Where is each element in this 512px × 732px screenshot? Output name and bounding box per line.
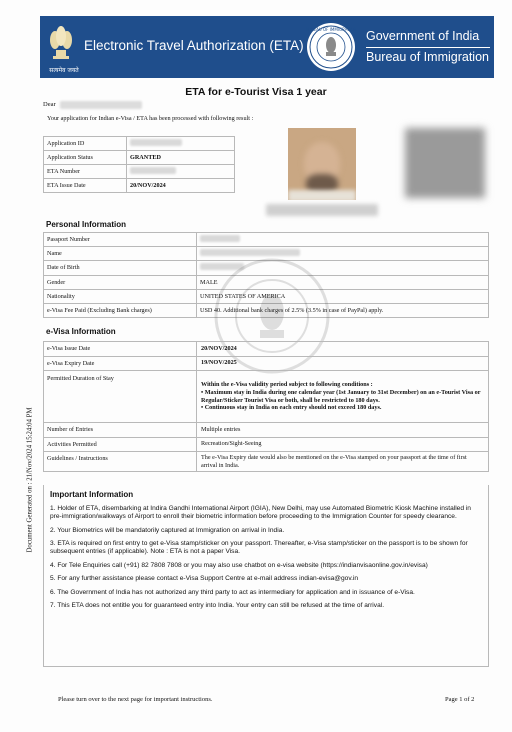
eta-issue-date-label: ETA Issue Date <box>44 179 127 193</box>
header-divider <box>366 47 490 48</box>
duration-label: Permitted Duration of Stay <box>44 371 197 423</box>
fee-value: USD 40. Additional bank charges of 2.5% (3.5% in case of PayPal) apply. <box>197 303 489 317</box>
table-row <box>44 342 489 357</box>
name-value <box>197 247 489 261</box>
eta-issue-date-value: 20/NOV/2024 <box>127 179 235 193</box>
fee-label: e-Visa Fee Paid (Excluding Bank charges) <box>44 303 197 317</box>
banner-title: Electronic Travel Authorization (ETA) <box>84 38 304 53</box>
redacted-name <box>60 101 142 109</box>
guidelines-label: Guidelines / Instructions <box>44 452 197 472</box>
list-item: 2. Your Biometrics will be mandatorily captured at Immigration on arrival in India. <box>50 526 285 534</box>
redacted-value <box>130 167 176 174</box>
list-item: 5. For any further assistance please contact e-Visa Support Centre at e-mail address indian-evisa@gov.in <box>50 575 359 583</box>
table-row <box>44 303 489 317</box>
table-row <box>44 179 235 193</box>
application-status-value: GRANTED <box>127 151 235 165</box>
table-row <box>44 151 235 165</box>
passport-number-label: Passport Number <box>44 233 197 247</box>
name-label: Name <box>44 247 197 261</box>
application-id-value <box>127 137 235 151</box>
gender-label: Gender <box>44 275 197 289</box>
emblem-caption: सत्यमेव जयते <box>49 67 79 74</box>
redacted-value <box>200 249 300 256</box>
redacted-value <box>130 139 182 146</box>
activities-label: Activities Permitted <box>44 437 197 452</box>
footer-instruction: Please turn over to the next page for important instructions. <box>58 696 213 703</box>
table-row <box>44 289 489 303</box>
eta-number-label: ETA Number <box>44 165 127 179</box>
table-row <box>44 137 235 151</box>
qr-code <box>405 128 485 198</box>
evisa-expiry-label: e-Visa Expiry Date <box>44 356 197 371</box>
table-row <box>44 452 489 472</box>
bureau-label: Bureau of Immigration <box>366 50 489 64</box>
result-line: Your application for Indian e-Visa / ETA has been processed with following result : <box>47 115 254 122</box>
activities-value: Recreation/Sight-Seeing <box>197 437 489 452</box>
nationality-value: UNITED STATES OF AMERICA <box>197 289 489 303</box>
dob-label: Date of Birth <box>44 261 197 275</box>
entries-label: Number of Entries <box>44 423 197 438</box>
passport-number-value <box>197 233 489 247</box>
guidelines-value: The e-Visa Expiry date would also be mentioned on the e-Visa stamped on your passport at the time of first arrival in India. <box>197 452 489 472</box>
dob-value <box>197 261 489 275</box>
table-row <box>44 356 489 371</box>
nationality-label: Nationality <box>44 289 197 303</box>
evisa-info-table <box>43 341 489 472</box>
personal-info-table <box>43 232 489 318</box>
table-row <box>44 275 489 289</box>
table-row <box>44 437 489 452</box>
personal-info-heading: Personal Information <box>46 220 127 229</box>
table-row <box>44 423 489 438</box>
bureau-seal-icon <box>306 22 356 72</box>
important-info-heading: Important Information <box>50 490 134 499</box>
list-item: 3. ETA is required on first entry to get e-Visa stamp/sticker on your passport. Thereafter, e-Visa stamp/sticker on the passport is to be shown for subsequent entries (if applicable). Note : ETA is not a paper Visa. <box>50 540 468 556</box>
table-row <box>44 165 235 179</box>
document-generated-stamp: Document Generated on : 21/Nov/2024 15:24:04 PM <box>26 407 34 553</box>
list-item: 1. Holder of ETA, disembarking at Indira Gandhi International Airport (IGIA), New Delhi, may use Automated Biometric Kiosk Machine installed in pre-immigration/walkways of Airport to enroll their biometric information before proceeding to the Immigration Counter for speedy clearance. <box>50 505 471 521</box>
svg-text:BUREAU OF IMMIGRATION: BUREAU OF IMMIGRATION <box>306 27 356 32</box>
gender-value: MALE <box>197 275 489 289</box>
duration-condition-intro: Within the e-Visa validity period subject to following conditions : <box>201 381 373 389</box>
important-info-box <box>43 485 489 667</box>
table-row <box>44 233 489 247</box>
page-number: Page 1 of 2 <box>445 696 475 703</box>
table-row <box>44 261 489 275</box>
list-item: 6. The Government of India has not authorized any third party to act as intermediary for application and in issuance of e-Visa. <box>50 588 415 596</box>
entries-value: Multiple entries <box>197 423 489 438</box>
important-info-list <box>50 505 482 616</box>
evisa-issue-value: 20/NOV/2024 <box>197 342 489 357</box>
evisa-issue-label: e-Visa Issue Date <box>44 342 197 357</box>
government-label: Government of India <box>366 29 480 43</box>
redacted-value <box>200 263 244 270</box>
redacted-value <box>200 235 240 242</box>
list-item: 4. For Tele Enquiries call (+91) 82 7808 7808 or you may also use chatbot on e-visa website (https://indianvisaonline.gov.in/evisa) <box>50 561 428 569</box>
duration-condition-continuous: • Continuous stay in India on each entry should not exceed 180 days. <box>201 404 382 412</box>
header-banner <box>40 16 494 78</box>
document-title: ETA for e-Tourist Visa 1 year <box>185 86 327 98</box>
duration-condition-max: • Maximum stay in India during one calendar year (1st January to 31st December) on an e-Tourist Visa or Regular/Sticker Tourist Visa or both, shall be restricted to 180 days. <box>201 388 481 404</box>
application-status-label: Application Status <box>44 151 127 165</box>
national-emblem-icon <box>46 20 79 74</box>
table-row <box>44 371 489 423</box>
application-table <box>43 136 235 193</box>
evisa-info-heading: e-Visa Information <box>46 327 116 336</box>
evisa-expiry-value: 19/NOV/2025 <box>197 356 489 371</box>
eta-number-value <box>127 165 235 179</box>
table-row <box>44 247 489 261</box>
applicant-photo <box>288 128 356 200</box>
list-item: 7. This ETA does not entitle you for guaranteed entry into India. Your entry can still be refused at the time of arrival. <box>50 602 385 610</box>
redacted-photo-caption <box>266 204 378 216</box>
duration-value <box>197 371 489 423</box>
greeting: Dear <box>43 101 56 108</box>
application-id-label: Application ID <box>44 137 127 151</box>
